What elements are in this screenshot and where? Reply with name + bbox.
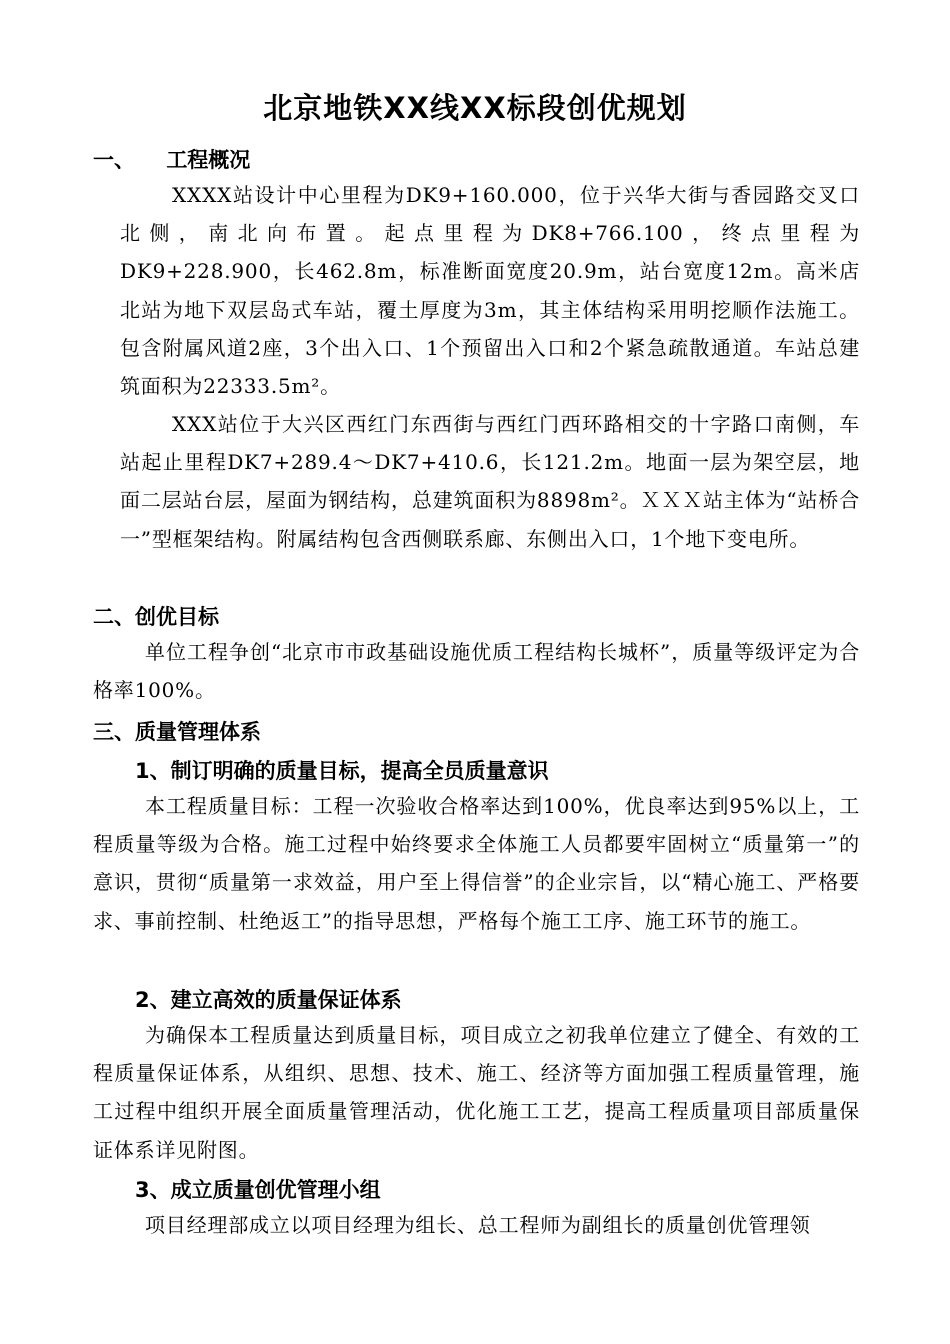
section-2-heading: 二、创优目标 xyxy=(93,605,219,629)
section-3-subheading-3: 3、成立质量创优管理小组 xyxy=(135,1178,381,1202)
section-3-paragraph-3: 项目经理部成立以项目经理为组长、总工程师为副组长的质量创优管理领 xyxy=(145,1213,811,1237)
section-1-paragraph-1: XXXX站设计中心里程为DK9+160.000，位于兴华大街与香园路交叉口北侧，南北向布置。起点里程为DK8+766.100，终点里程为DK9+228.900，长462.8m，标准断面宽度20.9m，站台宽度12m。高米店北站为地下双层岛式车站，覆土厚度为3m，其主体结构采用明挖顺作法施工。包含附属风道2座，3个出入口、1个预留出入口和2个紧急疏散通道。车站总建筑面积为22333.5m²。 xyxy=(120,183,860,399)
section-3-paragraph-2: 为确保本工程质量达到质量目标，项目成立之初我单位建立了健全、有效的工程质量保证体系，从组织、思想、技术、施工、经济等方面加强工程质量管理，施工过程中组织开展全面质量管理活动，优化施工工艺，提高工程质量项目部质量保证体系详见附图。 xyxy=(93,1023,860,1162)
section-1-paragraph-2: XXX站位于大兴区西红门东西街与西红门西环路相交的十字路口南侧，车站起止里程DK7+289.4～DK7+410.6，长121.2m。地面一层为架空层，地面二层站台层，屋面为钢结构，总建筑面积为8898m²。ＸＸＸ站主体为“站桥合一”型框架结构。附属结构包含西侧联系廊、东侧出入口，1个地下变电所。 xyxy=(120,412,860,551)
section-2-paragraph-1: 单位工程争创“北京市市政基础设施优质工程结构长城杯”，质量等级评定为合格率100%。 xyxy=(93,640,860,703)
section-1-heading xyxy=(93,144,250,174)
section-1-number: 一、 xyxy=(93,148,135,172)
section-3-paragraph-1: 本工程质量目标：工程一次验收合格率达到100%，优良率达到95%以上，工程质量等级为合格。施工过程中始终要求全体施工人员都要牢固树立“质量第一”的意识，贯彻“质量第一求效益，用户至上得信誉”的企业宗旨，以“精心施工、严格要求、事前控制、杜绝返工”的指导思想，严格每个施工工序、施工环节的施工。 xyxy=(93,794,860,933)
section-3-subheading-2: 2、建立高效的质量保证体系 xyxy=(135,988,402,1012)
section-3-subheading-1: 1、制订明确的质量目标，提高全员质量意识 xyxy=(135,759,549,783)
section-1-title: 工程概况 xyxy=(166,148,251,172)
section-3-heading: 三、质量管理体系 xyxy=(93,720,261,744)
document-title: 北京地铁XX线XX标段创优规划 xyxy=(263,91,687,125)
